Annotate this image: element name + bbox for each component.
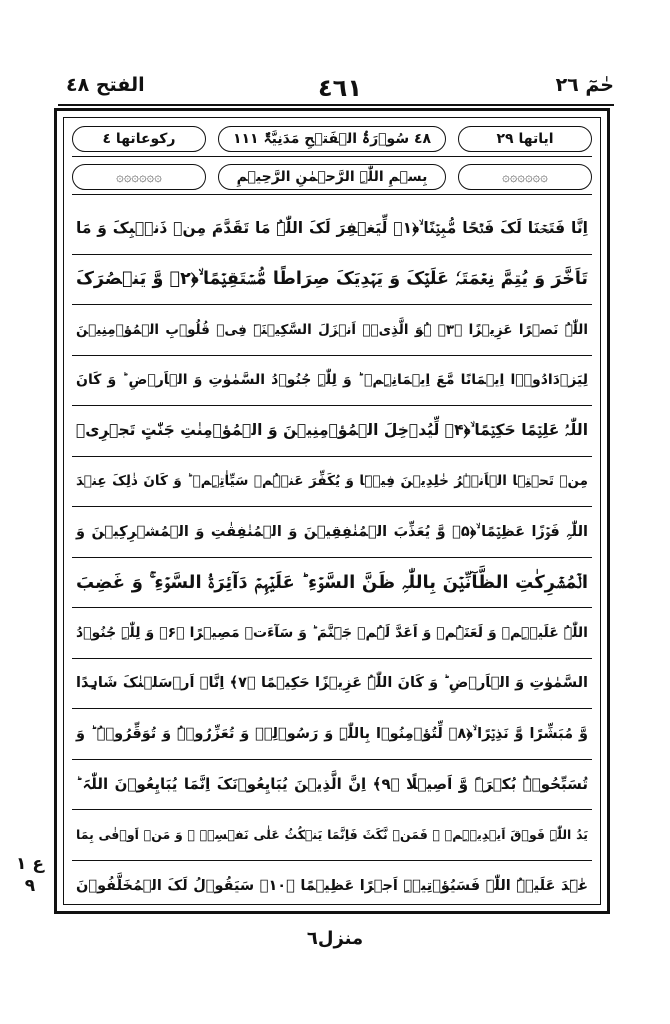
surah-title-cartouche: ٤٨ سُوۡرَۃُ الۡفَتۡحِ مَدَنِیَّۃٌ ١١١ xyxy=(218,126,446,152)
page-frame xyxy=(54,108,610,914)
verse-line: اِنَّا فَتَحۡنَا لَکَ فَتۡحًا مُّبِیۡنًا ۙ﴿۱﴾ لِّیَغۡفِرَ لَکَ اللّٰہُ مَا تَقَدَّمَ مِنۡ ذَنۡۢبِکَ وَ مَا xyxy=(72,204,592,255)
manzil-footer: منزل٦ xyxy=(306,928,364,949)
header-surah-juz: حٰمٓ ٢٦ xyxy=(555,74,614,96)
bismillah-cartouche: بِسۡمِ اللّٰہِ الرَّحۡمٰنِ الرَّحِیۡمِ xyxy=(218,164,446,190)
verse-line: اللّٰہُ عَلِیۡمًا حَکِیۡمًا ۙ﴿۴﴾ لِّیُدۡخِلَ الۡمُؤۡمِنِیۡنَ وَ الۡمُؤۡمِنٰتِ جَنّٰتٍ تَجۡرِیۡ xyxy=(72,406,592,457)
ornament-left: ۞۞۞۞۞۞ xyxy=(72,164,206,190)
ayat-count-cartouche: ایاتھا ٢٩ xyxy=(458,126,592,152)
verse-lines xyxy=(72,204,592,896)
header-surah-name: الفتح ٤٨ xyxy=(66,74,145,96)
verse-line: یَدُ اللّٰہِ فَوۡقَ اَیۡدِیۡہِمۡ ۚ فَمَنۡ نَّکَثَ فَاِنَّمَا یَنۡکُثُ عَلٰی نَفۡسِہٖ ۚ وَ مَنۡ اَوۡفٰی بِمَا xyxy=(72,810,592,861)
surah-info-banner xyxy=(72,122,592,157)
page-frame-inner xyxy=(63,117,601,905)
verse-line: تَاَخَّرَ وَ یُتِمَّ نِعۡمَتَہٗ عَلَیۡکَ وَ یَہۡدِیَکَ صِرَاطًا مُّسۡتَقِیۡمًا ۙ﴿۲﴾ وَّ یَنۡصُرَکَ xyxy=(72,255,592,306)
verse-line: اللّٰہُ نَصۡرًا عَزِیۡزًا ﴿۳﴾ ہُوَ الَّذِیۡۤ اَنۡزَلَ السَّکِیۡنَۃَ فِیۡ قُلُوۡبِ الۡمُؤۡمِنِیۡنَ xyxy=(72,305,592,356)
header-rule xyxy=(58,104,614,106)
ruku-count-cartouche: رکوعاتھا ٤ xyxy=(72,126,206,152)
verse-line: مِنۡ تَحۡتِہَا الۡاَنۡہٰرُ خٰلِدِیۡنَ فِیۡہَا وَ یُکَفِّرَ عَنۡہُمۡ سَیِّاٰتِہِمۡ ؕ وَ کَانَ ذٰلِکَ عِنۡدَ xyxy=(72,457,592,508)
verse-line: وَّ مُبَشِّرًا وَّ نَذِیۡرًا ۙ﴿۸﴾ لِّتُؤۡمِنُوۡا بِاللّٰہِ وَ رَسُوۡلِہٖ وَ تُعَزِّرُوۡہُ وَ تُوَقِّرُوۡہُ ؕ وَ xyxy=(72,709,592,760)
verse-line: اللّٰہِ فَوۡزًا عَظِیۡمًا ۙ﴿۵﴾ وَّ یُعَذِّبَ الۡمُنٰفِقِیۡنَ وَ الۡمُنٰفِقٰتِ وَ الۡمُشۡرِکِیۡنَ وَ xyxy=(72,507,592,558)
verse-line: السَّمٰوٰتِ وَ الۡاَرۡضِ ؕ وَ کَانَ اللّٰہُ عَزِیۡزًا حَکِیۡمًا ﴿۷﴾ اِنَّاۤ اَرۡسَلۡنٰکَ شَاہِدًا xyxy=(72,659,592,710)
bismillah-banner xyxy=(72,160,592,195)
ruku-margin-marker: ع ١ ٩ xyxy=(16,854,44,896)
ornament-right: ۞۞۞۞۞۞ xyxy=(458,164,592,190)
verse-line: عٰہَدَ عَلَیۡہُ اللّٰہَ فَسَیُؤۡتِیۡہِ اَجۡرًا عَظِیۡمًا ﴿۱۰﴾ سَیَقُوۡلُ لَکَ الۡمُخَلَّفُوۡنَ xyxy=(76,877,588,894)
verse-line: الۡمُشۡرِکٰتِ الظَّآنِّیۡنَ بِاللّٰہِ ظَنَّ السَّوۡءِ ؕ عَلَیۡہِمۡ دَآئِرَۃُ السَّوۡءِ ۚ وَ غَضِبَ xyxy=(72,558,592,609)
verse-line: اللّٰہُ عَلَیۡہِمۡ وَ لَعَنَہُمۡ وَ اَعَدَّ لَہُمۡ جَہَنَّمَ ؕ وَ سَآءَتۡ مَصِیۡرًا ﴿۶﴾ وَ لِلّٰہِ جُنُوۡدُ xyxy=(72,608,592,659)
verse-line: تُسَبِّحُوۡہُ بُکۡرَۃً وَّ اَصِیۡلًا ﴿۹﴾ اِنَّ الَّذِیۡنَ یُبَایِعُوۡنَکَ اِنَّمَا یُبَایِعُوۡنَ اللّٰہَ ؕ xyxy=(72,760,592,811)
page-number: ٤٦١ xyxy=(318,74,362,102)
page-header xyxy=(66,74,614,108)
verse-line: لِیَزۡدَادُوۡۤا اِیۡمَانًا مَّعَ اِیۡمَانِہِمۡ ؕ وَ لِلّٰہِ جُنُوۡدُ السَّمٰوٰتِ وَ الۡاَرۡضِ ؕ وَ کَانَ xyxy=(72,356,592,407)
